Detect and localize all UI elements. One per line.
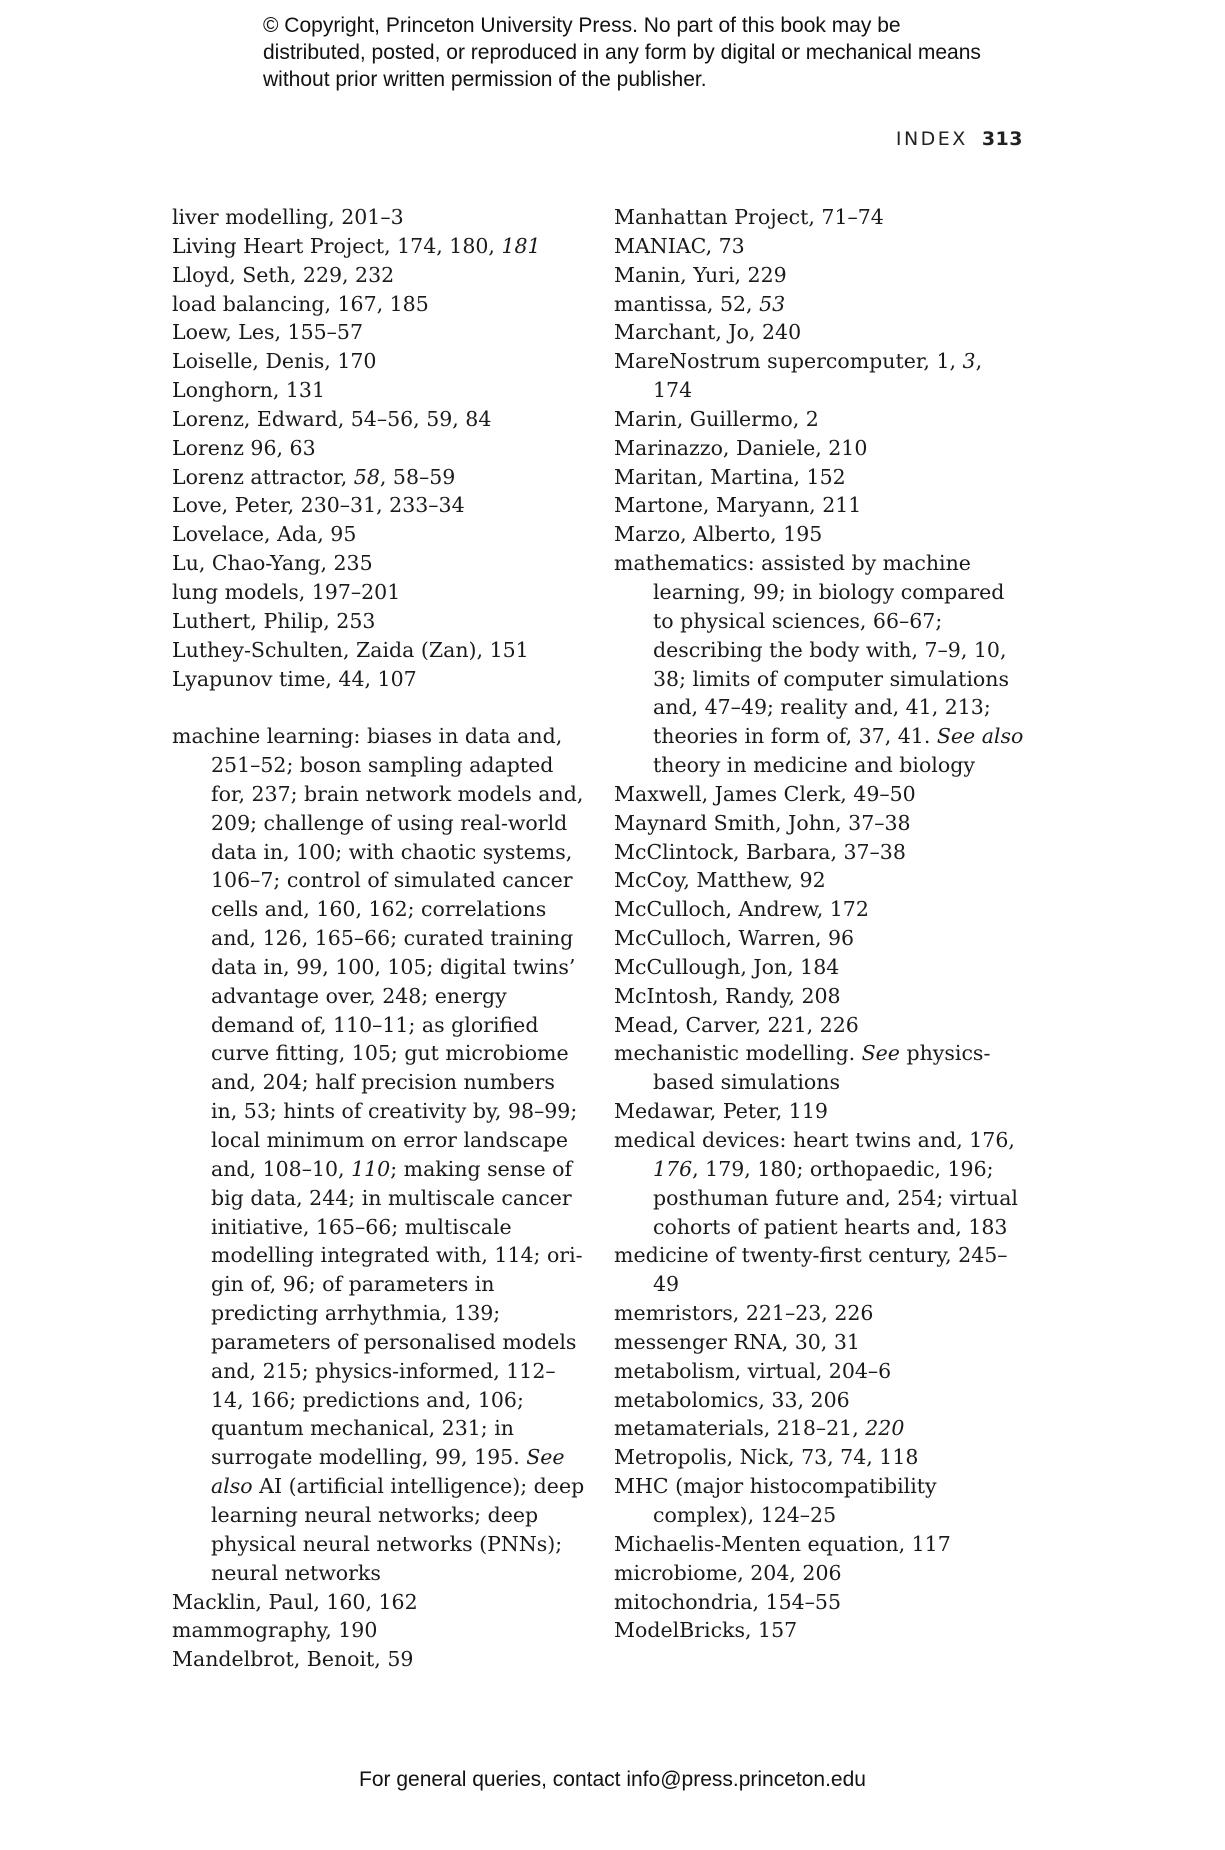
entry-text: Macklin, Paul, 160, 162 [172,1589,418,1614]
index-entry [614,520,1026,549]
copyright-notice: © Copyright, Princeton University Press. No part of this book may be distributed, posted, or reproduced in any form by digital or mechanical means without prior written permission of the publisher. [263,14,981,91]
index-entry [614,924,1026,953]
entry-text: Marin, Guillermo, 2 [614,406,819,431]
entry-text: , 174 [653,349,983,403]
index-entry [614,1588,1026,1617]
index-entry [172,491,587,520]
entry-text: medicine of twenty-first century, 245–49 [614,1243,1008,1297]
entry-text: liver modelling, 201–3 [172,205,404,229]
entry-text: mammography, 190 [172,1618,378,1643]
italic-locator: 181 [501,233,541,258]
index-entry [614,549,1026,780]
italic-locator: 220 [865,1416,905,1441]
index-entry [614,1616,1026,1645]
index-column-right [614,203,1026,1645]
entry-text: ModelBricks, 157 [614,1618,798,1643]
entry-text: AI (artificial intelligence); deep learning neural networks; deep physical neural networks (PNNs); neural networks [211,1474,585,1585]
entry-text: Metropolis, Nick, 73, 74, 118 [614,1445,919,1470]
index-entry [614,1039,1026,1097]
italic-locator: 110 [351,1156,391,1181]
index-entry [172,1616,587,1645]
index-entry [172,722,587,1587]
section-title: INDEX [895,128,968,150]
index-entry [614,1097,1026,1126]
entry-text: Manin, Yuri, 229 [614,262,787,287]
index-entry [172,347,587,376]
entry-text: Living Heart Project, 174, 180, [172,233,502,258]
index-entry [172,665,587,694]
entry-text: Marchant, Jo, 240 [614,320,802,345]
index-entry [614,866,1026,895]
index-entry [172,463,587,492]
entry-text: Medawar, Peter, 119 [614,1099,828,1124]
index-entry [614,290,1026,319]
entry-text: metamaterials, 218–21, [614,1416,866,1441]
index-entry [614,491,1026,520]
entry-text: lung models, 197–201 [172,579,401,604]
entry-text: mathematics: assisted by machine learning, 99; in biology compared to physical sciences, 66–67; describing the body with, 7–9, 10, 38; limits of computer simulations and, 47–49; reality and, 41, 213; theories in form of, 37, 41. [614,551,1009,749]
entry-text: ; making sense of big data, 244; in multiscale cancer initiative, 165–66; multiscale modelling integrated with, 114; origin of, 96; of parameters in predicting arrhythmia, 139; parameters of personalised models and, 215; physics-informed, 112–14, 166; predictions and, 106; quantum mechanical, 231; in surrogate modelling, 99, 195. [211,1156,583,1470]
entry-text: McCullough, Jon, 184 [614,954,840,979]
index-entry [614,1472,1026,1530]
entry-text: Mandelbrot, Benoit, 59 [172,1647,414,1672]
index-entry [614,261,1026,290]
index-entry [614,1328,1026,1357]
index-entry [614,1126,1026,1241]
entry-text: Lorenz 96, 63 [172,435,316,460]
italic-locator: 58 [353,464,380,489]
entry-text: Martone, Maryann, 211 [614,493,862,518]
entry-text: Michaelis-Menten equation, 117 [614,1531,951,1556]
index-entry [614,318,1026,347]
index-entry [172,203,587,232]
index-entry [172,318,587,347]
entry-text: Mead, Carver, 221, 226 [614,1012,859,1037]
index-entry [614,1241,1026,1299]
italic-locator: 3 [962,349,976,374]
index-entry [172,1588,587,1617]
italic-locator: 53 [759,291,786,316]
entry-text: Luthey-Schulten, Zaida (Zan), 151 [172,637,529,662]
entry-text: McCulloch, Warren, 96 [614,926,855,951]
index-entry [614,1299,1026,1328]
page-number: 313 [981,128,1023,150]
entry-text: Marinazzo, Daniele, 210 [614,435,868,460]
index-entry [172,578,587,607]
index-entry [172,376,587,405]
entry-text: Marzo, Alberto, 195 [614,522,823,547]
entry-text: medical devices: heart twins and, 176, [614,1128,1015,1152]
entry-text: Maxwell, James Clerk, 49–50 [614,781,916,806]
index-entry [614,1011,1026,1040]
entry-text: Love, Peter, 230–31, 233–34 [172,493,465,518]
entry-text: metabolomics, 33, 206 [614,1387,850,1412]
entry-text: Maynard Smith, John, 37–38 [614,810,911,835]
index-entry [614,953,1026,982]
italic-locator: See also [211,1445,565,1499]
index-entry [614,1443,1026,1472]
index-entry [172,549,587,578]
entry-text: Maritan, Martina, 152 [614,464,846,489]
index-entry [172,434,587,463]
entry-text: mechanistic modelling. [614,1041,862,1066]
entry-text: physics-based simulations [653,1041,991,1095]
entry-text: , 179, 180; orthopaedic, 196; posthuman future and, 254; virtual cohorts of patient hearts and, 183 [653,1156,1018,1239]
entry-text: Loiselle, Denis, 170 [172,349,377,374]
index-entry [614,203,1026,232]
entry-text: , 58–59 [379,464,456,489]
index-entry [614,1559,1026,1588]
index-entry [614,463,1026,492]
index-entry [172,1645,587,1674]
index-entry [614,1414,1026,1443]
entry-text: messenger RNA, 30, 31 [614,1329,860,1354]
index-entry [614,1386,1026,1415]
index-entry [614,809,1026,838]
entry-text: MHC (major histocompatibility complex), 124–25 [614,1474,937,1527]
entry-text: memristors, 221–23, 226 [614,1301,874,1326]
entry-text: Loew, Les, 155–57 [172,320,363,345]
entry-text: load balancing, 167, 185 [172,291,429,316]
entry-text: Lovelace, Ada, 95 [172,522,357,547]
index-entry [614,434,1026,463]
index-entry [172,290,587,319]
index-entry [614,405,1026,434]
entry-text: McClintock, Barbara, 37–38 [614,839,906,864]
index-entry [614,982,1026,1011]
index-entry [172,607,587,636]
entry-text: Lorenz, Edward, 54–56, 59, 84 [172,406,492,431]
entry-text: Lorenz attractor, [172,464,354,489]
entry-text: MareNostrum supercomputer, 1, [614,349,963,374]
index-entry [614,1357,1026,1386]
index-entry [614,347,1026,405]
entry-group-spacer [172,693,587,722]
entry-text: Longhorn, 131 [172,378,325,403]
entry-text: theory in medicine and biology [653,753,975,778]
entry-text: machine learning: biases in data and, 251–52; boson sampling adapted for, 237; brain network models and, 209; challenge of using real-world data in, 100; with chaotic systems, 106–7; control of simulated cancer cells and, 160, 162; correlations and, 126, 165–66; curated training data in, 99, 100, 105; digital twins’ advantage over, 248; energy demand of, 110–11; as glorified curve fitting, 105; gut microbiome and, 204; half precision numbers in, 53; hints of creativity by, 98–99; local minimum on error landscape and, 108–10, [172,724,584,1181]
italic-locator: See [861,1041,900,1066]
index-entry [172,520,587,549]
index-entry [614,1530,1026,1559]
entry-text: microbiome, 204, 206 [614,1560,842,1585]
entry-text: MANIAC, 73 [614,233,745,258]
entry-text: Manhattan Project, 71–74 [614,205,884,229]
entry-text: Lloyd, Seth, 229, 232 [172,262,395,287]
italic-locator: 176 [653,1156,693,1181]
footer-contact: For general queries, contact info@press.princeton.edu [359,1768,866,1791]
index-entry [614,895,1026,924]
index-entry [172,405,587,434]
index-entry [172,636,587,665]
entry-text: Luthert, Philip, 253 [172,608,376,633]
entry-text: McCulloch, Andrew, 172 [614,897,869,922]
index-entry [172,261,587,290]
italic-locator: See also [936,724,1024,749]
entry-text: metabolism, virtual, 204–6 [614,1358,892,1383]
entry-text: McIntosh, Randy, 208 [614,983,841,1008]
running-header [896,128,1023,150]
index-column-left [172,203,587,1674]
entry-text: mitochondria, 154–55 [614,1589,842,1614]
index-entry [614,780,1026,809]
index-entry [614,232,1026,261]
entry-text: mantissa, 52, [614,291,760,316]
index-entry [614,838,1026,867]
entry-text: McCoy, Matthew, 92 [614,868,826,893]
index-entry [172,232,587,261]
entry-text: Lyapunov time, 44, 107 [172,666,417,691]
entry-text: Lu, Chao-Yang, 235 [172,551,373,576]
